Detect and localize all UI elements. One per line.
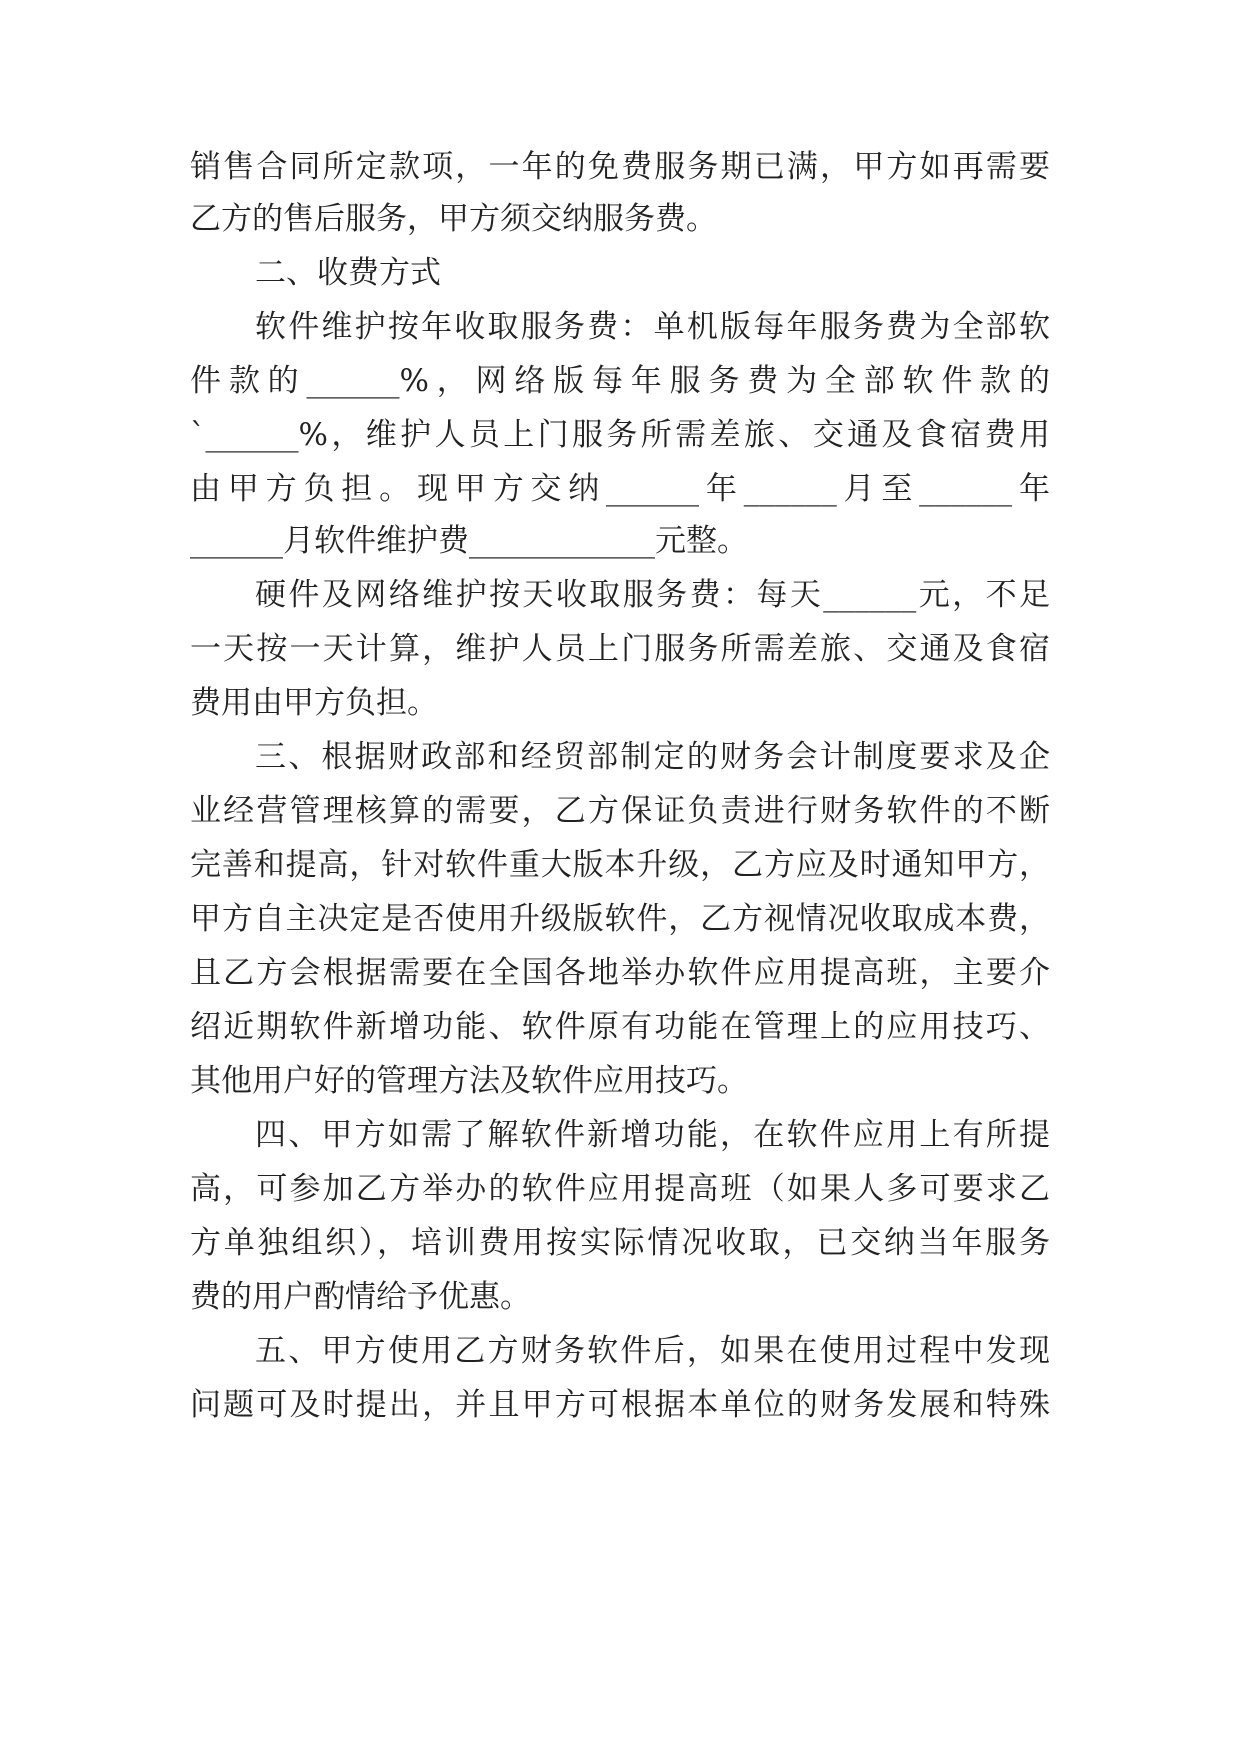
paragraph-line: 四、甲方如需了解软件新增功能，在软件应用上有所提 bbox=[255, 1117, 1050, 1153]
paragraph-line: 问题可及时提出，并且甲方可根据本单位的财务发展和特殊 bbox=[190, 1387, 1050, 1423]
paragraph-line: 甲方自主决定是否使用升级版软件，乙方视情况收取成本费， bbox=[190, 901, 1050, 937]
paragraph-line: 完善和提高，针对软件重大版本升级，乙方应及时通知甲方， bbox=[190, 847, 1050, 883]
paragraph-line: 五、甲方使用乙方财务软件后，如果在使用过程中发现 bbox=[255, 1333, 1050, 1369]
paragraph-line: `______%，维护人员上门服务所需差旅、交通及食宿费用 bbox=[190, 417, 1050, 453]
paragraph-line: 绍近期软件新增功能、软件原有功能在管理上的应用技巧、 bbox=[190, 1009, 1050, 1045]
paragraph-line: 销售合同所定款项，一年的免费服务期已满，甲方如再需要 bbox=[190, 149, 1050, 185]
paragraph-line: 三、根据财政部和经贸部制定的财务会计制度要求及企 bbox=[255, 739, 1050, 775]
paragraph-line: 硬件及网络维护按天收取服务费：每天______元，不足 bbox=[255, 577, 1050, 613]
paragraph-line: 费用由甲方负担。 bbox=[190, 685, 438, 721]
section-heading: 二、收费方式 bbox=[255, 255, 441, 291]
paragraph-line: 高，可参加乙方举办的软件应用提高班（如果人多可要求乙 bbox=[190, 1171, 1050, 1207]
paragraph-line: 件款的______%，网络版每年服务费为全部软件款的 bbox=[190, 363, 1050, 399]
paragraph-line: 软件维护按年收取服务费：单机版每年服务费为全部软 bbox=[255, 309, 1050, 345]
paragraph-line: 费的用户酌情给予优惠。 bbox=[190, 1279, 531, 1315]
paragraph-line: 乙方的售后服务，甲方须交纳服务费。 bbox=[190, 201, 717, 237]
paragraph-line: 由甲方负担。现甲方交纳______年______月至______年 bbox=[190, 471, 1050, 507]
paragraph-line: 一天按一天计算，维护人员上门服务所需差旅、交通及食宿 bbox=[190, 631, 1050, 667]
paragraph-line: 业经营管理核算的需要，乙方保证负责进行财务软件的不断 bbox=[190, 793, 1050, 829]
paragraph-line: ______月软件维护费____________元整。 bbox=[190, 523, 748, 559]
paragraph-line: 方单独组织），培训费用按实际情况收取，已交纳当年服务 bbox=[190, 1225, 1050, 1261]
paragraph-line: 其他用户好的管理方法及软件应用技巧。 bbox=[190, 1063, 748, 1099]
paragraph-line: 且乙方会根据需要在全国各地举办软件应用提高班，主要介 bbox=[190, 955, 1050, 991]
